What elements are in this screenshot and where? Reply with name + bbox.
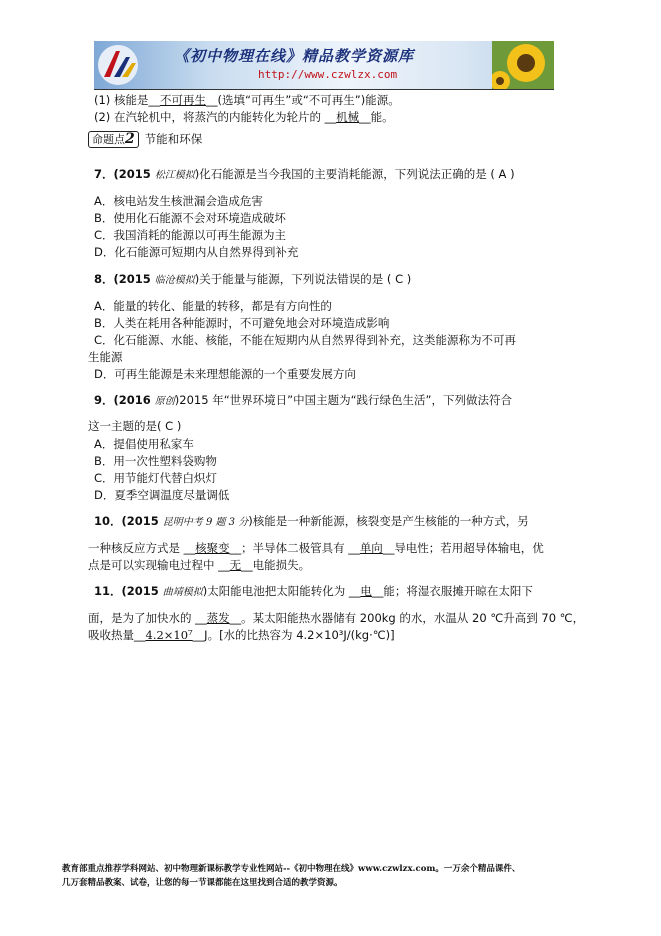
question-9-stem: 9．(2016 原创)2015 年“世界环境日”中国主题为“践行绿色生活”，下列做法符合 bbox=[94, 393, 513, 407]
answer-blank: 核聚变 bbox=[195, 541, 230, 555]
answer-blank: 电 bbox=[360, 584, 372, 598]
q8-option-continued: 生能源 bbox=[88, 350, 123, 364]
q6-line-1: (1) 核能是__不可再生__(选填“可再生”或“不可再生”)能源。 bbox=[94, 93, 400, 107]
section-heading: 命题点2 节能和环保 bbox=[88, 131, 202, 148]
q9-option: A．提倡使用私家车 bbox=[94, 437, 194, 451]
q7-option: C．我国消耗的能源以可再生能源为主 bbox=[94, 228, 287, 242]
answer-blank: 4.2×10⁷ bbox=[145, 628, 193, 642]
q9-option: B．用一次性塑料袋购物 bbox=[94, 454, 217, 468]
sunflower-image bbox=[492, 41, 554, 89]
q8-option: C．化石能源、水能、核能，不能在短期内从自然界得到补充，这类能源称为不可再 bbox=[94, 333, 517, 347]
answer-blank: 不可再生 bbox=[159, 93, 206, 107]
question-11-line-3: 吸收热量__4.2×10⁷__J。[水的比热容为 4.2×10³J/(kg·℃)] bbox=[88, 628, 395, 642]
question-10-stem: 10．(2015 昆明中考 9 题 3 分)核能是一种新能源，核裂变是产生核能的一种方式，另 bbox=[94, 514, 529, 528]
q8-option: B．人类在耗用各种能源时，不可避免地会对环境造成影响 bbox=[94, 316, 390, 330]
q9-option: C．用节能灯代替白炽灯 bbox=[94, 471, 218, 485]
footer-line-2: 几万套精品教案、试卷，让您的每一节课都能在这里找到合适的教学资源。 bbox=[62, 878, 343, 888]
logo-icon bbox=[96, 43, 140, 87]
q7-option: D．化石能源可短期内从自然界得到补充 bbox=[94, 245, 299, 259]
answer-blank: 机械 bbox=[336, 110, 360, 124]
q9-option: D．夏季空调温度尽量调低 bbox=[94, 488, 230, 502]
question-10-line-3: 点是可以实现输电过程中 __无__电能损失。 bbox=[88, 558, 311, 572]
question-7-stem: 7．(2015 松江模拟)化石能源是当今我国的主要消耗能源，下列说法正确的是 ( A ) bbox=[94, 167, 515, 181]
question-8-stem: 8．(2015 临沧模拟)关于能量与能源，下列说法错误的是 ( C ) bbox=[94, 272, 412, 286]
q7-option: A．核电站发生核泄漏会造成危害 bbox=[94, 194, 263, 208]
q7-option: B．使用化石能源不会对环境造成破坏 bbox=[94, 211, 286, 225]
q8-option: A．能量的转化、能量的转移，都是有方向性的 bbox=[94, 299, 332, 313]
q6-line-2: (2) 在汽轮机中，将蒸汽的内能转化为轮片的 __机械__能。 bbox=[94, 110, 394, 124]
q8-option: D．可再生能源是未来理想能源的一个重要发展方向 bbox=[94, 367, 356, 381]
question-9-stem-2: 这一主题的是( C ) bbox=[88, 419, 182, 433]
header-url[interactable]: http://www.czwlzx.com bbox=[258, 68, 398, 81]
question-11-stem: 11．(2015 曲靖模拟)太阳能电池把太阳能转化为 __电__能；将湿衣服摊开晾在太阳下 bbox=[94, 584, 533, 598]
answer-blank: 无 bbox=[229, 558, 242, 572]
header-title: 《初中物理在线》精品教学资源库 bbox=[174, 47, 415, 65]
section-tag: 命题点2 bbox=[88, 131, 139, 148]
answer-blank: 蒸发 bbox=[206, 611, 230, 625]
footer-line-1: 教育部重点推荐学科网站、初中物理新课标教学专业性网站--《初中物理在线》www.czwlzx.com。一万余个精品课件、 bbox=[62, 864, 521, 874]
header-rule bbox=[94, 89, 554, 90]
header-banner bbox=[94, 41, 554, 89]
answer-blank: 单向 bbox=[359, 541, 383, 555]
question-10-line-2: 一种核反应方式是 __核聚变__；半导体二极管具有 __单向__导电性；若用超导体输电，优 bbox=[88, 541, 544, 555]
question-11-line-2: 面，是为了加快水的 __蒸发__。某太阳能热水器储有 200kg 的水，水温从 20 ℃升高到 70 ℃， bbox=[88, 611, 585, 625]
